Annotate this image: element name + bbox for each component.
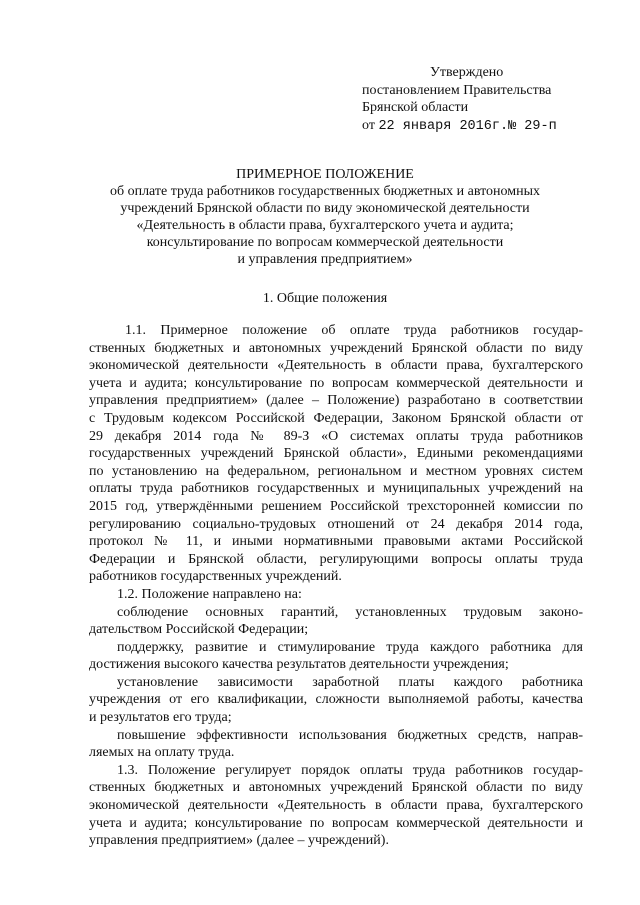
body-line: экономической деятельности «Деятельность в области права, бухгалтерского xyxy=(89,798,583,814)
body-line: оплаты труда работников государственных и муниципальных учреждений на xyxy=(89,481,583,497)
body-line: поддержку, развитие и стимулирование труда каждого работника для xyxy=(117,639,583,655)
body-line: учреждения от его квалификации, сложности выполняемой работы, качества xyxy=(89,692,583,708)
body-line: дательством Российской Федерации; xyxy=(89,622,309,638)
approval-line-resolution: постановлением Правительства xyxy=(362,82,552,98)
body-line: 2015 год, утверждёнными решением Российской трехсторонней комиссии по xyxy=(89,498,583,514)
body-line: 1.1. Примерное положение об оплате труда работников государ- xyxy=(125,323,583,338)
body-line: достижения высокого качества результатов деятельности учреждения; xyxy=(89,657,509,673)
title-line-6: и управления предприятием» xyxy=(237,252,413,267)
title-line-4: «Деятельность в области права, бухгалтерского учета и аудита; xyxy=(136,218,514,233)
title-line-2: об оплате труда работников государственных бюджетных и автономных xyxy=(109,184,541,199)
document-title xyxy=(70,166,580,268)
approval-line-approved: Утверждено xyxy=(430,65,504,80)
body-line: экономической деятельности «Деятельность в области права, бухгалтерского xyxy=(89,358,583,374)
body-line: регулированию социально-трудовых отношений от 24 декабря 2014 года, xyxy=(89,516,583,532)
body-line: работников государственных учреждений. xyxy=(89,569,342,585)
document-body xyxy=(89,322,583,850)
title-line-3: учреждений Брянской области по виду экономической деятельности xyxy=(120,201,530,216)
body-line: протокол № 11, и иными нормативными правовыми актами Российской xyxy=(89,534,583,550)
approval-date-prefix: от xyxy=(362,117,375,133)
body-line: по установлению на федеральном, региональном и местном уровнях систем xyxy=(89,463,583,479)
body-line: учета и аудита; консультирование по вопросам коммерческой деятельности и xyxy=(89,375,583,391)
body-line: повышение эффективности использования бюджетных средств, направ- xyxy=(117,727,583,743)
approval-number-value: № 29-п xyxy=(508,118,557,134)
body-line: ляемых на оплату труда. xyxy=(89,745,235,761)
body-line: ственных бюджетных и автономных учреждений Брянской области по виду xyxy=(89,780,583,796)
body-line: государственных учреждений Брянской области», Едиными рекомендациями xyxy=(89,446,583,462)
approval-stamp xyxy=(362,64,622,135)
approval-date-value: 22 января 2016г. xyxy=(378,118,509,134)
body-line: установление зависимости заработной платы каждого работника xyxy=(117,674,583,690)
body-line: 1.2. Положение направлено на: xyxy=(117,586,302,602)
body-line: учета и аудита; консультирование по вопросам коммерческой деятельности и xyxy=(89,815,583,831)
body-line: управления предприятием» (далее – Положение) разработано в соответствии xyxy=(89,393,583,409)
body-line: Федерации и Брянской области, регулирующими вопросы оплаты труда xyxy=(89,551,583,567)
body-line: ственных бюджетных и автономных учреждений Брянской области по виду xyxy=(89,340,583,356)
body-line: управления предприятием» (далее – учреждений). xyxy=(89,833,389,849)
body-line: с Трудовым кодексом Российской Федерации, Законом Брянской области от xyxy=(89,410,583,426)
body-line: 1.3. Положение регулирует порядок оплаты труда работников государ- xyxy=(117,762,583,778)
approval-line-date xyxy=(362,117,622,136)
body-line: 29 декабря 2014 года № 89-З «О системах оплаты труда работников xyxy=(89,428,583,444)
title-line-1: ПРИМЕРНОЕ ПОЛОЖЕНИЕ xyxy=(236,167,414,182)
section-heading: 1. Общие положения xyxy=(262,291,388,306)
body-line: соблюдение основных гарантий, установленных трудовым законо- xyxy=(117,604,583,620)
approval-line-region: Брянской области xyxy=(362,100,469,115)
body-line: и результатов его труда; xyxy=(89,710,232,726)
title-line-5: консультирование по вопросам коммерческой деятельности xyxy=(146,235,504,250)
